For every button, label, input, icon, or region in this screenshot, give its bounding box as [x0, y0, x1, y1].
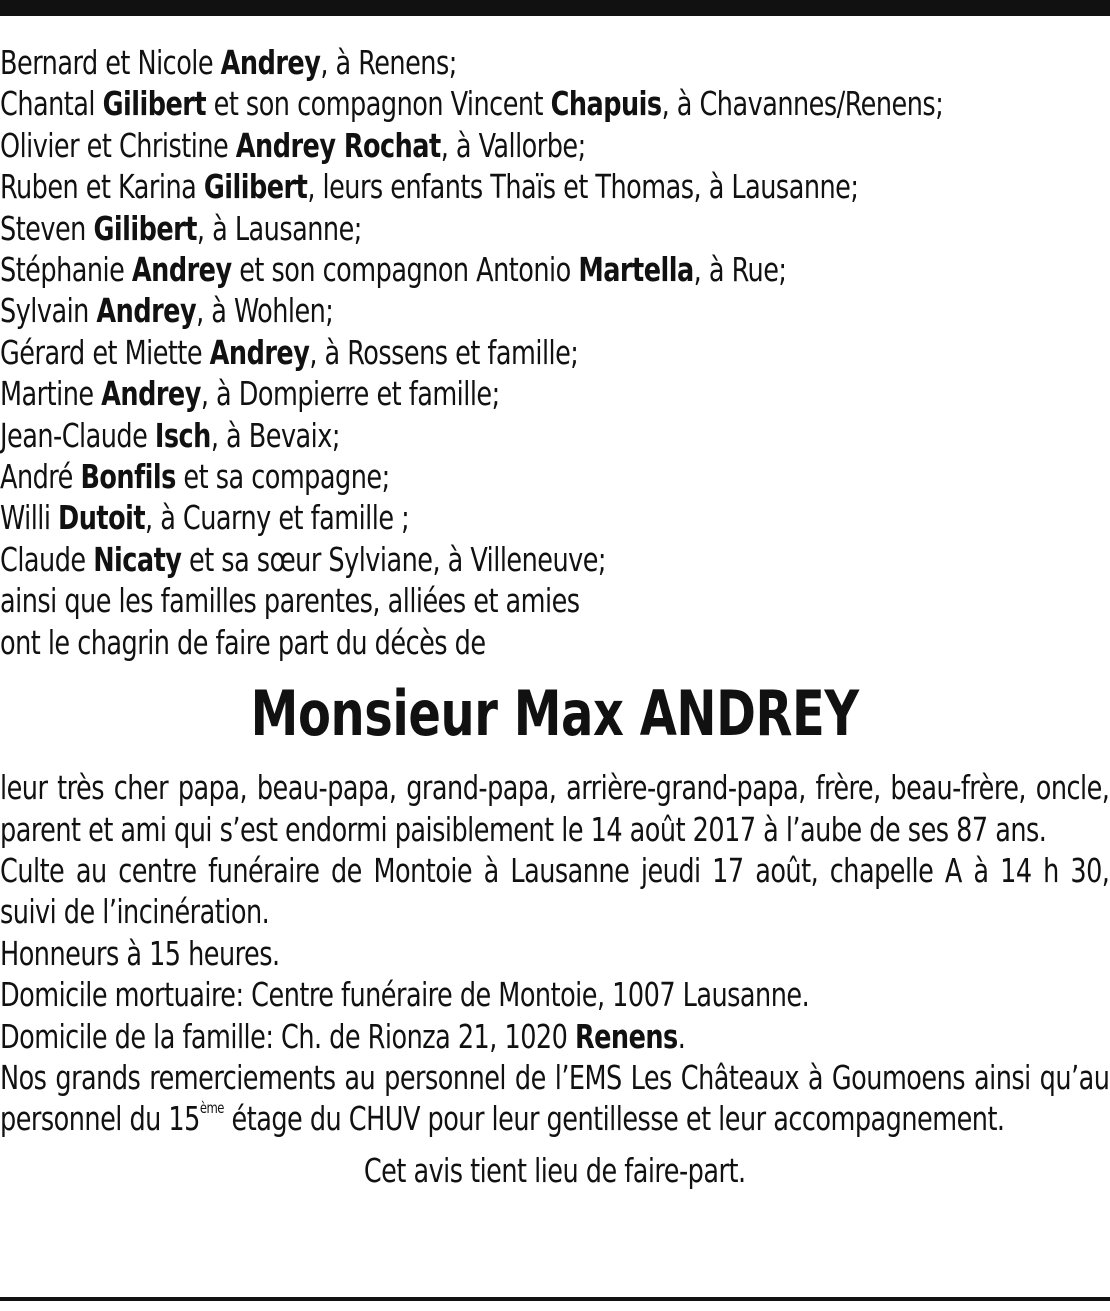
intro-line: ainsi que les familles parentes, alliées et amies — [0, 581, 580, 621]
tribute-paragraph: leur très cher papa, beau-papa, grand-papa, arrière-grand-papa, frère, beau-frère, oncle, parent et ami qui s’est endormi paisiblement le 14 août 2017 à l’aube de ses 87 ans. — [0, 768, 1110, 849]
family-line: Martine Andrey, à Dompierre et famille; — [0, 374, 500, 414]
family-line: Sylvain Andrey, à Wohlen; — [0, 291, 334, 331]
family-line: Ruben et Karina Gilibert, leurs enfants Thaïs et Thomas, à Lausanne; — [0, 167, 859, 207]
thanks-paragraph: Nos grands remerciements au personnel de l’EMS Les Châteaux à Goumoens ainsi qu’au personnel du 15ème étage du CHUV pour leur gentillesse et leur accompagnement. — [0, 1057, 1110, 1139]
family-line: Jean-Claude Isch, à Bevaix; — [0, 415, 340, 455]
death-notice — [0, 42, 1110, 1191]
family-list — [0, 42, 1109, 663]
family-line: Willi Dutoit, à Cuarny et famille ; — [0, 498, 410, 538]
family-line: Claude Nicaty et sa sœur Sylviane, à Villeneuve; — [0, 539, 607, 579]
family-line: Bernard et Nicole Andrey, à Renens; — [0, 43, 457, 82]
mortuary-line: Domicile mortuaire: Centre funéraire de Montoie, 1007 Lausanne. — [0, 975, 810, 1015]
family-line: Olivier et Christine Andrey Rochat, à Vallorbe; — [0, 125, 586, 165]
family-home-line: Domicile de la famille: Ch. de Rionza 21, 1020 Renens. — [0, 1016, 686, 1056]
service-paragraph: Culte au centre funéraire de Montoie à Lausanne jeudi 17 août, chapelle A à 14 h 30, suivi de l’incinération. — [0, 850, 1110, 932]
closing-line: Cet avis tient lieu de faire-part. — [363, 1150, 746, 1190]
family-line: Steven Gilibert, à Lausanne; — [0, 208, 362, 248]
intro-line: ont le chagrin de faire part du décès de — [0, 622, 486, 662]
ordinal-suffix: ème — [199, 1099, 224, 1118]
family-line: André Bonfils et sa compagne; — [0, 457, 390, 497]
family-line: Gérard et Miette Andrey, à Rossens et famille; — [0, 332, 579, 372]
deceased-name: Monsieur Max ANDREY — [250, 677, 859, 751]
bottom-rule — [0, 1297, 1110, 1301]
family-line: Stéphanie Andrey et son compagnon Antonio Martella, à Rue; — [0, 250, 787, 290]
top-rule — [0, 0, 1110, 16]
honours-line: Honneurs à 15 heures. — [0, 933, 280, 973]
family-line: Chantal Gilibert et son compagnon Vincent Chapuis, à Chavannes/Renens; — [0, 84, 944, 124]
